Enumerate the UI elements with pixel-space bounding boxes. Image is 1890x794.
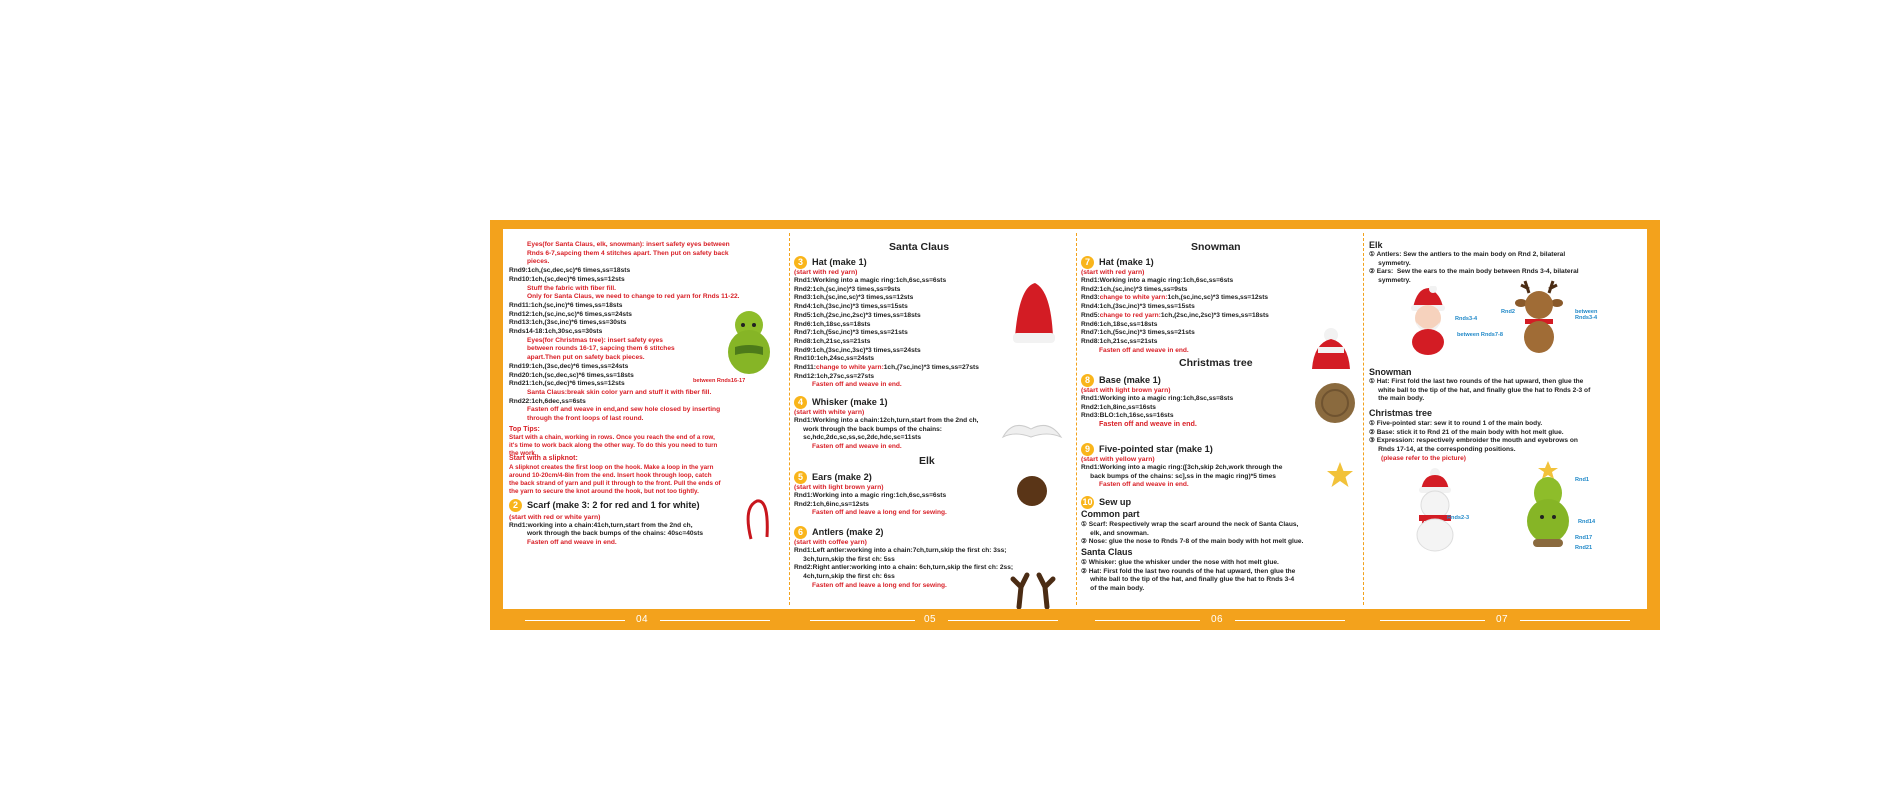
common-part-title: Common part (1081, 509, 1140, 519)
pattern-line: Fasten off and weave in end. (812, 381, 902, 389)
scarf-title: Scarf (make 3: 2 for red and 1 for white) (527, 500, 700, 510)
pattern-line: Eyes(for Santa Claus, elk, snowman): insert safety eyes between (527, 241, 730, 248)
hat-heading (794, 256, 867, 269)
pattern-line: Rnd11:change to white yarn:1ch,(7sc,inc)*3 times,ss=27sts (794, 364, 979, 372)
tree-sew-title: Christmas tree (1369, 408, 1433, 418)
base-heading (1081, 374, 1161, 387)
pattern-line: Rnd1:Working into a magic ring:1ch,6sc,ss=6sts (1081, 277, 1234, 284)
booklet-inner (503, 229, 1647, 609)
body-pattern-text (509, 241, 740, 424)
scarf-end: Fasten off and weave in end. (527, 539, 617, 546)
tree-sew-text: ① Five-pointed star: sew it to round 1 of the main body. ② Base: stick it to Rnd 21 of the main body with hot melt glue. ③ Expression: respectively embroider the mouth and eyebrows on Rnds 17-14, at the corresponding positions. (1369, 420, 1578, 454)
scarf-line2: work through the back bumps of the chains: 40sc=40sts (527, 530, 704, 537)
page-05 (789, 229, 1076, 609)
tree-sew-note: (please refer to the picture) (1381, 455, 1467, 462)
footer-line (1520, 620, 1630, 621)
snow-hat-text (1081, 277, 1269, 355)
antlers-heading (794, 526, 884, 539)
star-end: Fasten off and weave in end. (1099, 481, 1189, 488)
footer-line (948, 620, 1058, 621)
pattern-line: through the front loops of last round. (527, 415, 644, 423)
page-07 (1363, 229, 1647, 609)
base-text: Rnd1:Working into a magic ring:1ch,8sc,ss=8sts Rnd2:1ch,8inc,ss=16sts Rnd3:BLO:1ch,16sc,ss=16sts (1081, 395, 1234, 420)
snowman-doll-image (1409, 467, 1461, 553)
snowman-sew-text: ① Hat: First fold the last two rounds of the hat upward, then glue the white ball to the tip of the hat, and finally glue the hat to Rnds 2-3 of the main body. (1369, 378, 1591, 403)
pattern-line: Eyes(for Christmas tree): insert safety eyes (527, 336, 663, 344)
tree-label-rnd17: Rnd17 (1575, 535, 1593, 541)
snowman-title: Snowman (1191, 241, 1241, 253)
pattern-line: Rnds 6-7,sapcing them 4 stitches apart. Then put on safety back (527, 249, 729, 257)
pattern-line: between rounds 16-17, sapcing them 6 stitches (527, 345, 675, 353)
santa-doll-image (1403, 286, 1453, 356)
pattern-line: Rnd7:1ch,(5sc,inc)*3 times,ss=21sts (794, 329, 908, 337)
sewup-title: Sew up (1099, 497, 1132, 507)
pattern-line: Rnd12:1ch,(sc,inc,sc)*6 times,ss=24sts (509, 310, 632, 318)
whisker-image (999, 415, 1064, 445)
elk-sew-text: ① Antlers: Sew the antlers to the main body on Rnd 2, bilateral symmetry. ② Ears: Sew the ears to the main body between Rnds 3-4, bilateral symmetry. (1369, 251, 1579, 285)
whisker-end: Fasten off and weave in end. (812, 443, 902, 450)
elk-label-between: between Rnds3-4 (1575, 309, 1598, 321)
tips-title: Top Tips: (509, 426, 540, 433)
santa-sew-text: ① Whisker: glue the whisker under the nose with hot melt glue. ② Hat: First fold the last two rounds of the hat upward, then glue the white ball to the tip of the hat, and finally glue the hat to Rnds 3-4 of the main body. (1081, 559, 1296, 593)
ears-subtitle: (start with light brown yarn) (794, 484, 884, 491)
step-badge: 9 (1081, 443, 1094, 456)
ears-heading (794, 471, 872, 484)
pattern-line: Rnd3:change to white yarn:1ch,(sc,inc,sc)*3 times,ss=12sts (1081, 294, 1269, 302)
pattern-line: Rnds14-18:1ch,30sc,ss=30sts (509, 328, 603, 336)
pattern-line: Rnd4:1ch,(3sc,inc)*3 times,ss=15sts (794, 303, 908, 311)
ears-text: Rnd1:Working into a magic ring:1ch,6sc,ss=6sts Rnd2:1ch,6inc,ss=12sts (794, 492, 947, 508)
ears-title: Ears (make 2) (812, 472, 872, 482)
tips-text: Start with a chain, working in rows. Once you reach the end of a row, it's time to work back along the other way. To do this you need to turn the work. (509, 434, 718, 457)
snowman-sew-title: Snowman (1369, 367, 1412, 377)
snowman-label-rnds: Rnds2-3 (1447, 515, 1470, 521)
step-badge: 6 (794, 526, 807, 539)
slipknot-title: Start with a slipknot: (509, 455, 578, 462)
pattern-line: Rnd10:1ch,24sc,ss=24sts (794, 355, 875, 363)
footer-line (1235, 620, 1345, 621)
elk-sew-title: Elk (1369, 240, 1383, 250)
base-subtitle: (start with light brown yarn) (1081, 387, 1171, 394)
pattern-line: Rnd8:1ch,21sc,ss=21sts (794, 337, 871, 345)
pattern-line: Rnd6:1ch,18sc,ss=18sts (794, 320, 871, 328)
tree-label-rnd21: Rnd21 (1575, 545, 1593, 551)
pattern-line: Stuff the fabric with fiber fill. (527, 284, 617, 292)
star-title: Five-pointed star (make 1) (1099, 444, 1213, 454)
pattern-line: Rnd11:1ch,(sc,inc)*6 times,ss=18sts (509, 301, 623, 309)
ear-image (1015, 474, 1049, 508)
star-image (1326, 461, 1354, 489)
scarf-subtitle: (start with red or white yarn) (509, 514, 601, 521)
page-footer (490, 609, 1660, 630)
step-badge: 4 (794, 396, 807, 409)
santa-hat-image (1009, 277, 1059, 347)
pattern-line: Fasten off and weave in end,and sew hole closed by inserting (527, 406, 721, 414)
tree-label-rnd1: Rnd1 (1575, 477, 1589, 483)
pattern-line: Rnd1:Working into a magic ring:1ch,6sc,ss=6sts (794, 277, 947, 284)
pattern-line: Rnd5:1ch,(2sc,inc,2sc)*3 times,ss=18sts (794, 311, 921, 319)
pattern-line: Rnd19:1ch,(3sc,dec)*6 times,ss=24sts (509, 362, 629, 370)
pattern-line: pieces. (527, 258, 550, 266)
snowman-hat-image (1306, 325, 1356, 375)
footer-line (1380, 620, 1485, 621)
pattern-line: Rnd6:1ch,18sc,ss=18sts (1081, 320, 1158, 328)
page-number-05: 05 (924, 614, 937, 625)
star-subtitle: (start with yellow yarn) (1081, 456, 1155, 463)
antlers-title: Antlers (make 2) (812, 527, 884, 537)
snow-hat-subtitle: (start with red yarn) (1081, 269, 1145, 276)
scarf-heading (509, 499, 700, 512)
santa-label-rnds: Rnds3-4 (1455, 316, 1478, 322)
antler-image (1007, 569, 1062, 609)
pattern-line: Rnd10:1ch,(sc,dec)*6 times,ss=12sts (509, 275, 625, 283)
pattern-line: Rnd12:1ch,27sc,ss=27sts (794, 372, 875, 380)
pattern-line: Rnd5:change to red yarn:1ch,(2sc,inc,2sc)*3 times,ss=18sts (1081, 311, 1269, 319)
tree-label-rnd14: Rnd14 (1578, 519, 1596, 525)
base-end: Fasten off and weave in end. (1099, 419, 1197, 428)
whisker-subtitle: (start with white yarn) (794, 409, 865, 416)
pattern-line: Rnd13:1ch,(3sc,inc)*6 times,ss=30sts (509, 319, 627, 327)
page-number-06: 06 (1211, 614, 1224, 625)
pattern-line: Rnd9:1ch,(3sc,inc,3sc)*3 times,ss=24sts (794, 346, 921, 354)
pattern-line: Santa Claus:break skin color yarn and stuff it with fiber fill. (527, 388, 712, 396)
sewup-heading (1081, 496, 1131, 509)
antlers-subtitle: (start with coffee yarn) (794, 539, 867, 546)
booklet-spread (490, 220, 1660, 630)
pattern-line: Only for Santa Claus, we need to change to red yarn for Rnds 11-22. (527, 293, 740, 301)
pattern-line: Rnd4:1ch,(3sc,inc)*3 times,ss=15sts (1081, 303, 1195, 311)
star-heading (1081, 443, 1213, 456)
santa-title: Santa Claus (889, 241, 950, 253)
page-number-04: 04 (636, 614, 649, 625)
hat-title: Hat (make 1) (812, 257, 867, 267)
elk-label-rnd2: Rnd2 (1501, 309, 1515, 315)
page-number-07: 07 (1496, 614, 1509, 625)
whisker-text: Rnd1:Working into a chain:12ch,turn,start from the 2nd ch, work through the back bumps of the chains: sc,hdc,2dc,sc,ss,sc,2dc,hdc,sc=11sts (794, 417, 979, 442)
pattern-line: Rnd20:1ch,(sc,dec,sc)*6 times,ss=18sts (509, 371, 634, 379)
base-title: Base (make 1) (1099, 375, 1161, 385)
footer-line (1095, 620, 1200, 621)
pattern-line: Rnd8:1ch,21sc,ss=21sts (1081, 337, 1158, 345)
santa-sew-title: Santa Claus (1081, 547, 1133, 557)
pattern-line: Rnd9:1ch,(sc,dec,sc)*6 times,ss=18sts (509, 267, 631, 275)
step-badge: 8 (1081, 374, 1094, 387)
step-badge: 7 (1081, 256, 1094, 269)
footer-line (810, 620, 915, 621)
slipknot-text: A slipknot creates the first loop on the hook. Make a loop in the yarn around 10-20cm/4-8in from the end. Insert hook through loop, catch the back strand of yarn and pull it through to the front. Pull the ends of the yarn to secure the knot around the hook, but not too tightly. (509, 464, 721, 495)
pattern-line: Rnd22:1ch,6dec,ss=6sts (509, 397, 586, 405)
footer-line (660, 620, 770, 621)
elk-title: Elk (919, 455, 935, 467)
pattern-line: Rnd7:1ch,(5sc,inc)*3 times,ss=21sts (1081, 329, 1195, 337)
santa-label-between: between Rnds7-8 (1457, 332, 1504, 338)
hat-pattern-text (794, 277, 979, 390)
pattern-line: Rnd2:1ch,(sc,inc)*3 times,ss=9sts (1081, 285, 1188, 293)
footer-line (525, 620, 625, 621)
pattern-line: Rnd21:1ch,(sc,dec)*6 times,ss=12sts (509, 380, 625, 388)
pattern-line: Fasten off and weave in end. (1099, 346, 1189, 354)
pattern-line: Rnd3:1ch,(sc,inc,sc)*3 times,ss=12sts (794, 294, 914, 302)
pattern-line: apart.Then put on safety back pieces. (527, 354, 645, 362)
page-06 (1076, 229, 1363, 609)
step-badge: 10 (1082, 497, 1093, 507)
step-badge: 5 (794, 471, 807, 484)
whisker-heading (794, 396, 888, 409)
common-part-text: ① Scarf: Respectively wrap the scarf around the neck of Santa Claus, elk, and snowman. ② Nose: glue the nose to Rnds 7-8 of the main body with hot melt glue. (1081, 521, 1304, 546)
tree-title: Christmas tree (1179, 357, 1253, 369)
snow-hat-heading (1081, 256, 1154, 269)
scarf-image (741, 497, 771, 541)
star-text: Rnd1:Working into a magic ring:([3ch,skip 2ch,work through the back bumps of the chains: sc],ss in the magic ring)*5 times (1081, 464, 1283, 480)
snow-hat-title: Hat (make 1) (1099, 257, 1154, 267)
elk-doll-image (1515, 279, 1563, 357)
page-04 (503, 229, 788, 609)
antlers-end: Fasten off and leave a long end for sewing. (812, 582, 947, 589)
whisker-title: Whisker (make 1) (812, 397, 888, 407)
green-body-label: between Rnds16-17 (693, 378, 746, 384)
ears-end: Fasten off and leave a long end for sewing. (812, 509, 947, 516)
green-body-image (721, 307, 781, 379)
hat-subtitle: (start with red yarn) (794, 269, 858, 276)
step-badge: 3 (794, 256, 807, 269)
antlers-text: Rnd1:Left antler:working into a chain:7ch,turn,skip the first ch: 3ss; 3ch,turn,skip the first ch: 5ss Rnd2:Right antler:working into a chain: 6ch,turn,skip the first ch: 2ss; 4ch,turn,skip the first ch: 6ss (794, 547, 1014, 581)
tree-doll-image (1523, 461, 1573, 551)
base-image (1313, 381, 1358, 426)
pattern-line: Rnd2:1ch,(sc,inc)*3 times,ss=9sts (794, 285, 901, 293)
scarf-line1: Rnd1:working into a chain:41ch,turn,start from the 2nd ch, (509, 522, 693, 529)
step-badge: 2 (509, 499, 522, 512)
